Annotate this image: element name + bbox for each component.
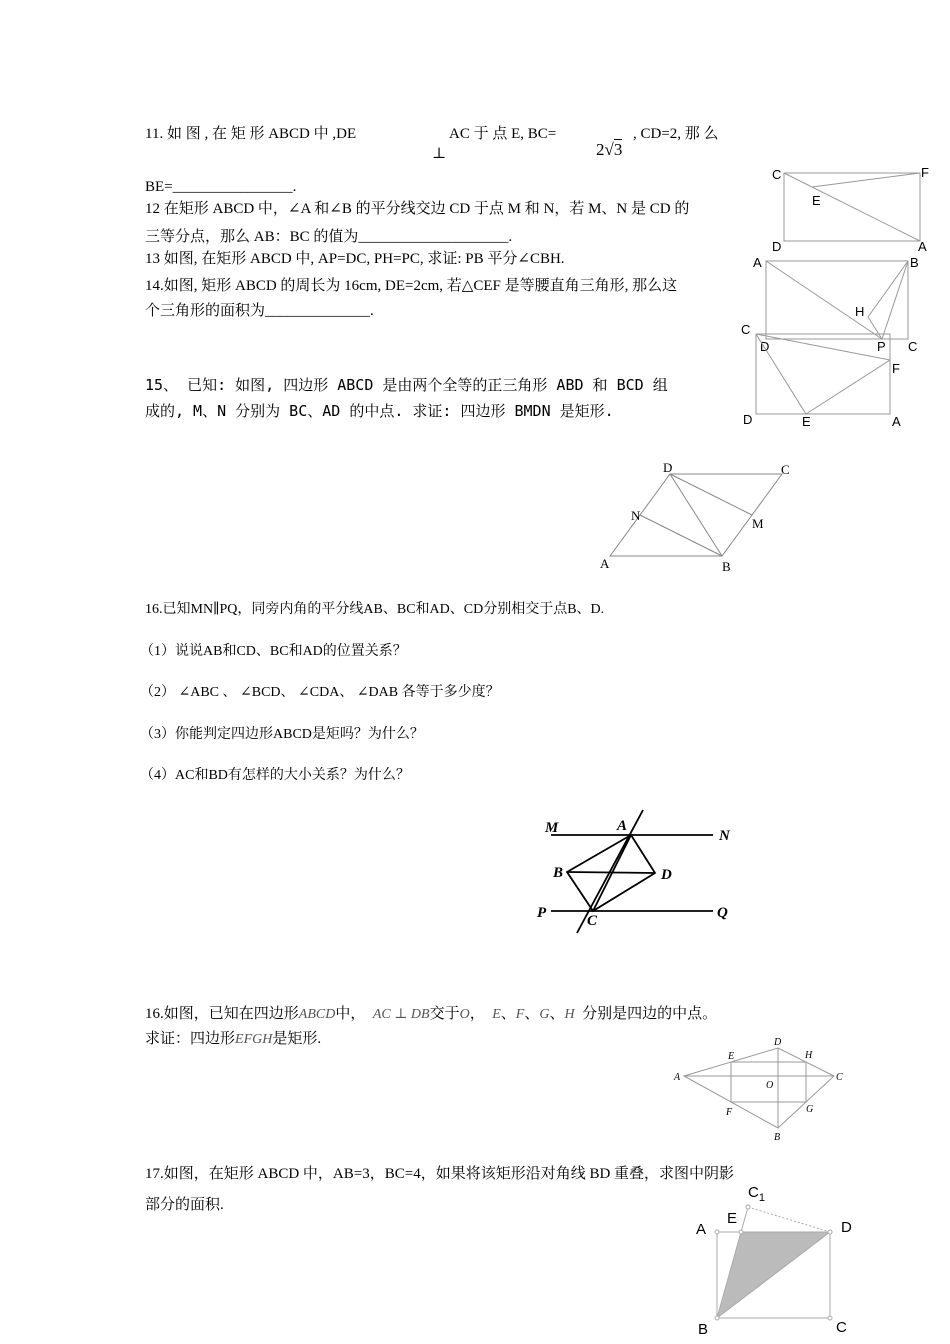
q12-line2: 三等分点，那么 AB：BC 的值为____________________. bbox=[145, 229, 513, 245]
q17-label-c1-sub: 1 bbox=[758, 1192, 765, 1204]
q14-label-c: C bbox=[741, 322, 751, 337]
q16a-part1: （1）说说AB和CD、BC和AD的位置关系？ bbox=[140, 644, 407, 659]
q17-point-a bbox=[715, 1230, 719, 1234]
q16b-label-e: E bbox=[728, 1051, 735, 1062]
q17-label-a: A bbox=[696, 1221, 707, 1238]
q12-line1: 12 在矩形 ABCD 中，∠A 和∠B 的平分线交边 CD 于点 M 和 N，若 M、N 是 CD 的 bbox=[145, 201, 690, 217]
q16a-diagonal-bd bbox=[567, 872, 655, 873]
q13-label-a: A bbox=[753, 255, 762, 270]
q16b-label-o: O bbox=[766, 1080, 774, 1091]
q15-line-dm bbox=[670, 474, 752, 515]
q14-label-f: F bbox=[892, 361, 900, 376]
q16b-label-h: H bbox=[805, 1050, 813, 1061]
q13-label-p: P bbox=[877, 339, 886, 354]
q16a-label-q: Q bbox=[717, 905, 728, 921]
q17-point-c1 bbox=[746, 1205, 750, 1209]
q15-label-c: C bbox=[781, 462, 790, 477]
q14-label-e: E bbox=[802, 414, 811, 429]
q15-label-d: D bbox=[663, 460, 673, 475]
q17-figure bbox=[690, 1182, 860, 1342]
q16a-part3: （3）你能判定四边形ABCD是矩吗？为什么？ bbox=[140, 727, 424, 742]
q17-line2: 部分的面积. bbox=[145, 1197, 224, 1213]
q16b-abcd: ABCD bbox=[298, 1007, 336, 1022]
q15-label-m: M bbox=[752, 516, 764, 531]
q11-diagonal bbox=[784, 173, 920, 241]
q11-radical bbox=[596, 138, 622, 162]
q16b-line1 bbox=[145, 1002, 717, 1027]
q16b-efgh: EFGH bbox=[235, 1032, 273, 1047]
q11-label-a: A bbox=[918, 239, 927, 254]
q11-sqrt-sign: √ bbox=[604, 140, 614, 159]
q16a-label-p: P bbox=[537, 905, 547, 921]
q11-perp-symbol: ⊥ bbox=[432, 146, 447, 162]
q16b-text-f: 是矩形. bbox=[272, 1031, 322, 1047]
q13-line-bh bbox=[868, 261, 908, 317]
q13-label-h: H bbox=[855, 304, 865, 319]
q11-line1 bbox=[145, 122, 356, 146]
q16b-label-a: A bbox=[674, 1072, 681, 1083]
q14-label-d: D bbox=[743, 412, 753, 427]
q16b-sep-1: ， bbox=[469, 1006, 485, 1022]
q11-line2: BE=________________. bbox=[145, 179, 297, 195]
q16b-text-b: 中， bbox=[335, 1006, 366, 1022]
q11-text-c: , CD=2, 那 么 bbox=[633, 126, 719, 142]
q17-fold-c1d bbox=[748, 1207, 830, 1232]
q11-label-e: E bbox=[812, 193, 821, 208]
q16b-sep-2: 、 bbox=[500, 1006, 516, 1022]
q16b-label-f: F bbox=[726, 1107, 733, 1118]
q15-figure bbox=[595, 458, 805, 578]
q16b-sep-3: 、 bbox=[524, 1006, 540, 1022]
q14-line-ef bbox=[806, 360, 890, 414]
q17-label-e: E bbox=[727, 1210, 738, 1227]
q17-line1: 17.如图，在矩形 ABCD 中，AB=3，BC=4，如果将该矩形沿对角线 BD 重叠，求图中阴影 bbox=[145, 1166, 735, 1182]
q11-label-d: D bbox=[772, 239, 782, 254]
q16a-label-m: M bbox=[545, 820, 559, 836]
q16b-h: H bbox=[564, 1007, 575, 1022]
q16b-e: E bbox=[492, 1007, 501, 1022]
q17-label-d: D bbox=[841, 1219, 852, 1236]
q14-line2: 个三角形的面积为______________. bbox=[145, 303, 374, 319]
q15-line1: 15、 已知: 如图, 四边形 ABCD 是由两个全等的正三角形 ABD 和 BCD 组 bbox=[145, 376, 668, 394]
q16b-label-g: G bbox=[806, 1104, 814, 1115]
q17-label-c1 bbox=[748, 1184, 765, 1204]
q17-point-e bbox=[739, 1230, 743, 1234]
q16b-text-e: 求证：四边形 bbox=[145, 1031, 236, 1047]
q11-figure bbox=[770, 165, 930, 254]
q13-line1: 13 如图, 在矩形 ABCD 中, AP=DC, PH=PC, 求证: PB 平分∠CBH. bbox=[145, 251, 565, 267]
q11-label-f: F bbox=[921, 165, 929, 180]
q16b-text-d: 分别是四边的中点。 bbox=[582, 1006, 718, 1022]
q16a-part4: （4）AC和BD有怎样的大小关系？为什么？ bbox=[140, 768, 410, 783]
q16b-text-c: 交于 bbox=[429, 1006, 460, 1022]
q13-label-b: B bbox=[910, 255, 919, 270]
q14-line-cf bbox=[756, 334, 890, 360]
q13-label-d: D bbox=[760, 339, 770, 354]
q17-point-b bbox=[715, 1316, 719, 1320]
q11-perpendicular bbox=[812, 173, 920, 187]
q11-radical-num: 3 bbox=[613, 140, 623, 159]
q16a-part2: （2） ∠ABC 、 ∠BCD、 ∠CDA、 ∠DAB 各等于多少度？ bbox=[140, 685, 500, 700]
q14-figure bbox=[740, 320, 910, 429]
q17-point-d bbox=[828, 1230, 832, 1234]
q16b-figure bbox=[668, 1034, 858, 1144]
q17-label-c: C bbox=[836, 1319, 847, 1336]
q16b-g: G bbox=[539, 1007, 550, 1022]
q15-line2: 成的, M、N 分别为 BC、AD 的中点. 求证: 四边形 BMDN 是矩形. bbox=[145, 402, 614, 420]
q16a-label-a: A bbox=[617, 818, 628, 834]
q16b-text-a: 16.如图，已知在四边形 bbox=[145, 1006, 299, 1022]
q15-label-a: A bbox=[600, 556, 610, 571]
q16a-label-n: N bbox=[719, 828, 730, 844]
q14-rectangle bbox=[756, 334, 890, 414]
q16b-label-d: D bbox=[774, 1037, 782, 1048]
q14-line-ce bbox=[756, 334, 806, 414]
q16a-label-d: D bbox=[661, 867, 672, 883]
q11-radical-coef: 2 bbox=[596, 140, 605, 159]
q11-text-b: AC 于 点 E, BC= bbox=[449, 126, 557, 142]
q17-label-b: B bbox=[698, 1321, 709, 1338]
q16b-label-b: B bbox=[774, 1132, 781, 1143]
q16a-label-c: C bbox=[587, 913, 598, 929]
q16b-sep-4: 、 bbox=[549, 1006, 565, 1022]
q11-text-a: 11. 如 图 , 在 矩 形 ABCD 中 ,DE bbox=[145, 126, 357, 142]
q17-point-c bbox=[828, 1316, 832, 1320]
q15-label-b: B bbox=[722, 559, 731, 574]
q16b-o: O bbox=[459, 1007, 470, 1022]
q16a-intro: 16.已知MN∥PQ，同旁内角的平分线AB、BC和AD、CD分别相交于点B、D. bbox=[145, 602, 605, 617]
q14-line1: 14.如图, 矩形 ABCD 的周长为 16cm, DE=2cm, 若△CEF 是等腰直角三角形, 那么这 bbox=[145, 278, 678, 294]
q16b-line2 bbox=[145, 1027, 321, 1052]
q15-label-n: N bbox=[631, 508, 641, 523]
q16b-label-c: C bbox=[836, 1072, 843, 1083]
q17-label-c1-letter: C bbox=[748, 1184, 759, 1201]
q14-label-a: A bbox=[892, 414, 901, 429]
q16b-f: F bbox=[515, 1007, 525, 1022]
q16a-figure bbox=[535, 805, 745, 935]
q15-diagonal-db bbox=[670, 474, 722, 556]
q13-label-c: C bbox=[908, 339, 918, 354]
q16b-ac-perp-db: AC ⊥ DB bbox=[372, 1007, 430, 1022]
q16a-label-b: B bbox=[553, 865, 564, 881]
q11-label-c: C bbox=[772, 167, 782, 182]
q15-line-nb bbox=[640, 515, 722, 556]
